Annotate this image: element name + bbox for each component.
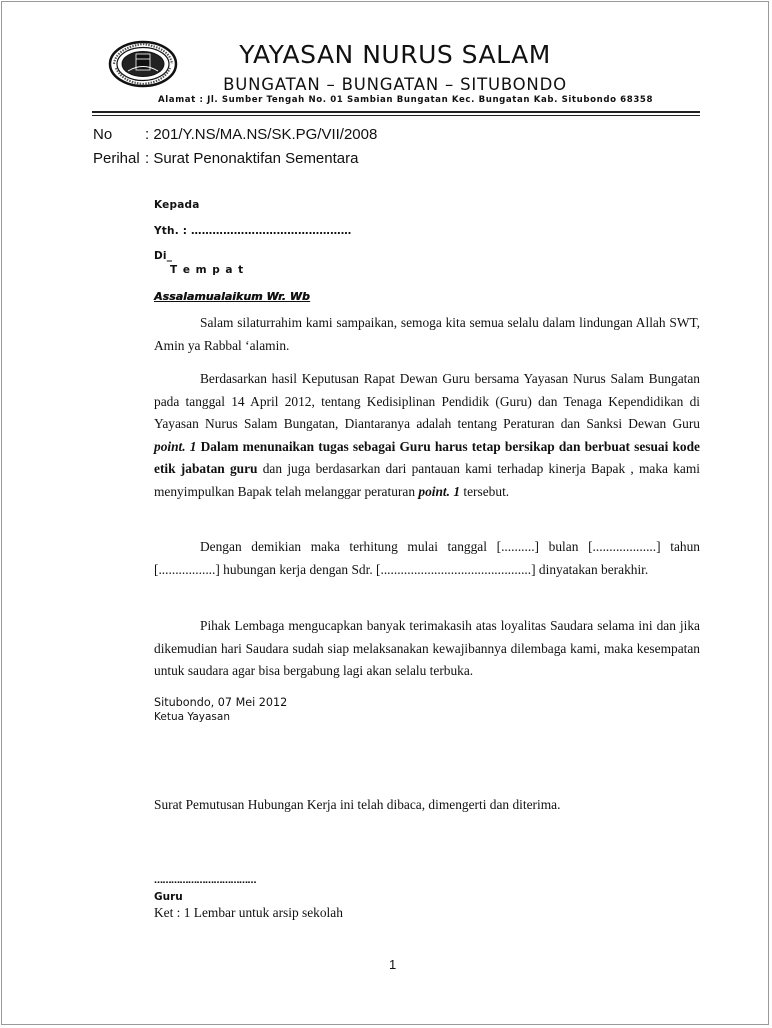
paragraph-2-text-b: dan juga berdasarkan dari pantauan kami terhadap kinerja Bapak , maka kami menyimpulkan Bapak telah melanggar peraturan — [154, 461, 700, 499]
no-label: No — [93, 126, 113, 143]
perihal-value: : Surat Penonaktifan Sementara — [145, 150, 359, 167]
paragraph-3 — [154, 536, 700, 581]
no-value: : 201/Y.NS/MA.NS/SK.PG/VII/2008 — [145, 126, 378, 143]
recipient-yth: Yth. : ……………………………………… — [154, 225, 352, 237]
signature-title: Ketua Yayasan — [154, 711, 230, 723]
archive-note: Ket : 1 Lembar untuk arsip sekolah — [154, 905, 343, 920]
perihal-label: Perihal — [93, 150, 140, 167]
acknowledgement-text: Surat Pemutusan Hubungan Kerja ini telah dibaca, dimengerti dan diterima. — [154, 797, 561, 812]
org-subtitle: BUNGATAN – BUNGATAN – SITUBONDO — [223, 75, 567, 94]
page-number: 1 — [389, 957, 397, 972]
header-rule-thick — [92, 111, 700, 113]
greeting: Assalamualaikum Wr. Wb — [154, 290, 310, 303]
paragraph-2-text-c: tersebut. — [460, 483, 510, 499]
signature-place-date: Situbondo, 07 Mei 2012 — [154, 696, 288, 709]
paragraph-3-text: Dengan demikian maka terhitung mulai tanggal [..........] bulan [...................] tahun [.................] hubungan kerja dengan Sdr. [.............................................] dinyatakan berakhir. — [154, 539, 700, 577]
paragraph-1-text: Salam silaturrahim kami sampaikan, semoga kita semua selalu dalam lindungan Allah SWT, Amin ya Rabbal ‘alamin. — [154, 315, 700, 353]
guru-label: Guru — [154, 891, 183, 903]
guru-signature-line: ……………………………… — [154, 876, 256, 886]
paragraph-2-text-a: Berdasarkan hasil Keputusan Rapat Dewan Guru bersama Yayasan Nurus Salam Bungatan pada tanggal 14 April 2012, tentang Kedisiplinan Pendidik (Guru) dan Tenaga Kependidikan di Yayasan Nurus Salam Bungatan, Diantaranya adalah tentang Peraturan dan Sanksi Dewan Guru — [154, 371, 700, 432]
paragraph-2 — [154, 368, 700, 504]
org-address: Alamat : Jl. Sumber Tengah No. 01 Sambian Bungatan Kec. Bungatan Kab. Situbondo 68358 — [158, 95, 654, 105]
recipient-di: Di_ — [154, 250, 173, 262]
paragraph-2-bold: Dalam menunaikan tugas sebagai Guru harus tetap bersikap dan berbuat sesuai kode etik jabatan guru — [154, 438, 701, 477]
org-name: YAYASAN NURUS SALAM — [239, 40, 551, 69]
paragraph-2-point-2: point. 1 — [418, 483, 461, 499]
foundation-seal-icon — [108, 40, 178, 88]
paragraph-4-text: Pihak Lembaga mengucapkan banyak terimakasih atas loyalitas Saudara selama ini dan jika dikemudian hari Saudara sudah siap melaksanakan kewajibannya dilembaga kami, maka kesempatan untuk saudara agar bisa bergabung lagi akan selalu terbuka. — [154, 618, 700, 679]
header-rule-thin — [92, 115, 700, 116]
paragraph-1 — [154, 312, 700, 357]
recipient-kepada: Kepada — [154, 199, 200, 211]
paragraph-2-point: point. 1 — [154, 438, 197, 454]
paragraph-4 — [154, 615, 700, 683]
recipient-tempat: T e m p a t — [170, 264, 245, 276]
